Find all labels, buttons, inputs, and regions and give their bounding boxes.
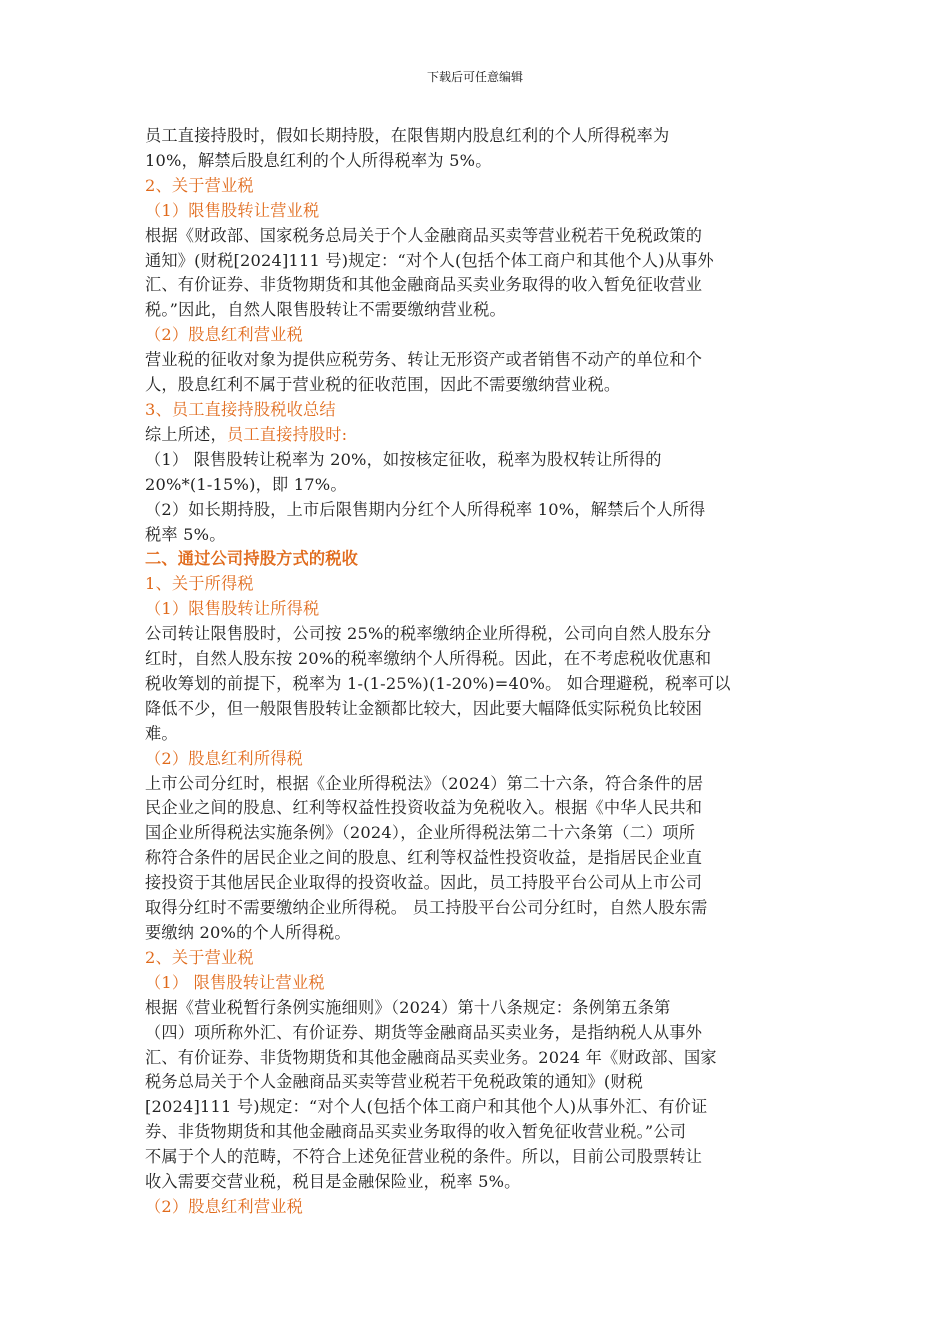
document-body bbox=[145, 124, 805, 1220]
summary-highlight: 员工直接持股时: bbox=[226, 424, 348, 444]
section-heading: 3、员工直接持股税收总结 bbox=[145, 399, 336, 419]
section-heading: 1、关于所得税 bbox=[145, 574, 254, 594]
paragraph: （2）如长期持股，上市后限售期内分红个人所得税率 10%，解禁后个人所得 税率 5%。 bbox=[145, 499, 706, 544]
paragraph: 上市公司分红时，根据《企业所得税法》（2024）第二十六条，符合条件的居 民企业之间的股息、红利等权益性投资收益为免税收入。根据《中华人民共和 国企业所得税法实施条例》（2024），企业所得税法第二十六条第（二）项所 称符合条件的居民企业之间的股息、红利等权益性投资收益，是指居民企业直 接投资于其他居民企业取得的投资收益。因此，员工持股平台公司从上市公司 取得分红时不需要缴纳企业所得税。 员工持股平台公司分红时，自然人股东需 要缴纳 20%的个人所得税。 bbox=[145, 773, 708, 942]
paragraph: （1） 限售股转让税率为 20%，如按核定征收，税率为股权转让所得的 20%*(1-15%)，即 17%。 bbox=[145, 449, 662, 494]
subsection-heading: （2）股息红利所得税 bbox=[145, 748, 303, 768]
subsection-heading: （2）股息红利营业税 bbox=[145, 325, 303, 345]
summary-line bbox=[145, 423, 805, 448]
section-heading: 2、关于营业税 bbox=[145, 947, 254, 967]
subsection-heading: （1）限售股转让所得税 bbox=[145, 599, 320, 619]
subsection-heading: （1）限售股转让营业税 bbox=[145, 200, 320, 220]
paragraph: 根据《财政部、国家税务总局关于个人金融商品买卖等营业税若干免税政策的 通知》(财税[2024]111 号)规定：“对个人(包括个体工商户和其他个人)从事外 汇、有价证券、非货物期货和其他金融商品买卖业务取得的收入暂免征收营业 税。”因此，自然人限售股转让不需要缴纳营业税。 bbox=[145, 225, 714, 320]
paragraph: 公司转让限售股时，公司按 25%的税率缴纳企业所得税，公司向自然人股东分 红时，自然人股东按 20%的税率缴纳个人所得税。因此，在不考虑税收优惠和 税收筹划的前提下，税率为 1-(1-25%)(1-20%)=40%。 如合理避税，税率可以 降低不少，但一般限售股转让金额都比较大，因此要大幅降低实际税负比较困 难。 bbox=[145, 624, 731, 743]
paragraph: 根据《营业税暂行条例实施细则》（2024）第十八条规定：条例第五条第 （四）项所称外汇、有价证券、期货等金融商品买卖业务，是指纳税人从事外 汇、有价证券、非货物期货和其他金融商品买卖业务。2024 年《财政部、国家 税务总局关于个人金融商品买卖等营业税若干免税政策的通知》(财税 [2024]111 号)规定：“对个人(包括个体工商户和其他个人)从事外汇、有价证 券、非货物期货和其他金融商品买卖业务取得的收入暂免征收营业税。”公司 不属于个人的范畴，不符合上述免征营业税的条件。所以，目前公司股票转让 收入需要交营业税，税目是金融保险业，税率 5%。 bbox=[145, 997, 717, 1192]
summary-lead: 综上所述， bbox=[145, 424, 227, 444]
subsection-heading: （1） 限售股转让营业税 bbox=[145, 972, 325, 992]
paragraph: 营业税的征收对象为提供应税劳务、转让无形资产或者销售不动产的单位和个 人，股息红利不属于营业税的征收范围，因此不需要缴纳营业税。 bbox=[145, 350, 703, 395]
subsection-heading: （2）股息红利营业税 bbox=[145, 1196, 303, 1216]
page-header: 下载后可任意编辑 bbox=[426, 70, 523, 84]
paragraph: 员工直接持股时，假如长期持股，在限售期内股息红利的个人所得税率为 10%，解禁后股息红利的个人所得税率为 5%。 bbox=[145, 126, 670, 170]
section-heading: 2、关于营业税 bbox=[145, 175, 254, 195]
chapter-heading: 二、通过公司持股方式的税收 bbox=[145, 549, 359, 569]
